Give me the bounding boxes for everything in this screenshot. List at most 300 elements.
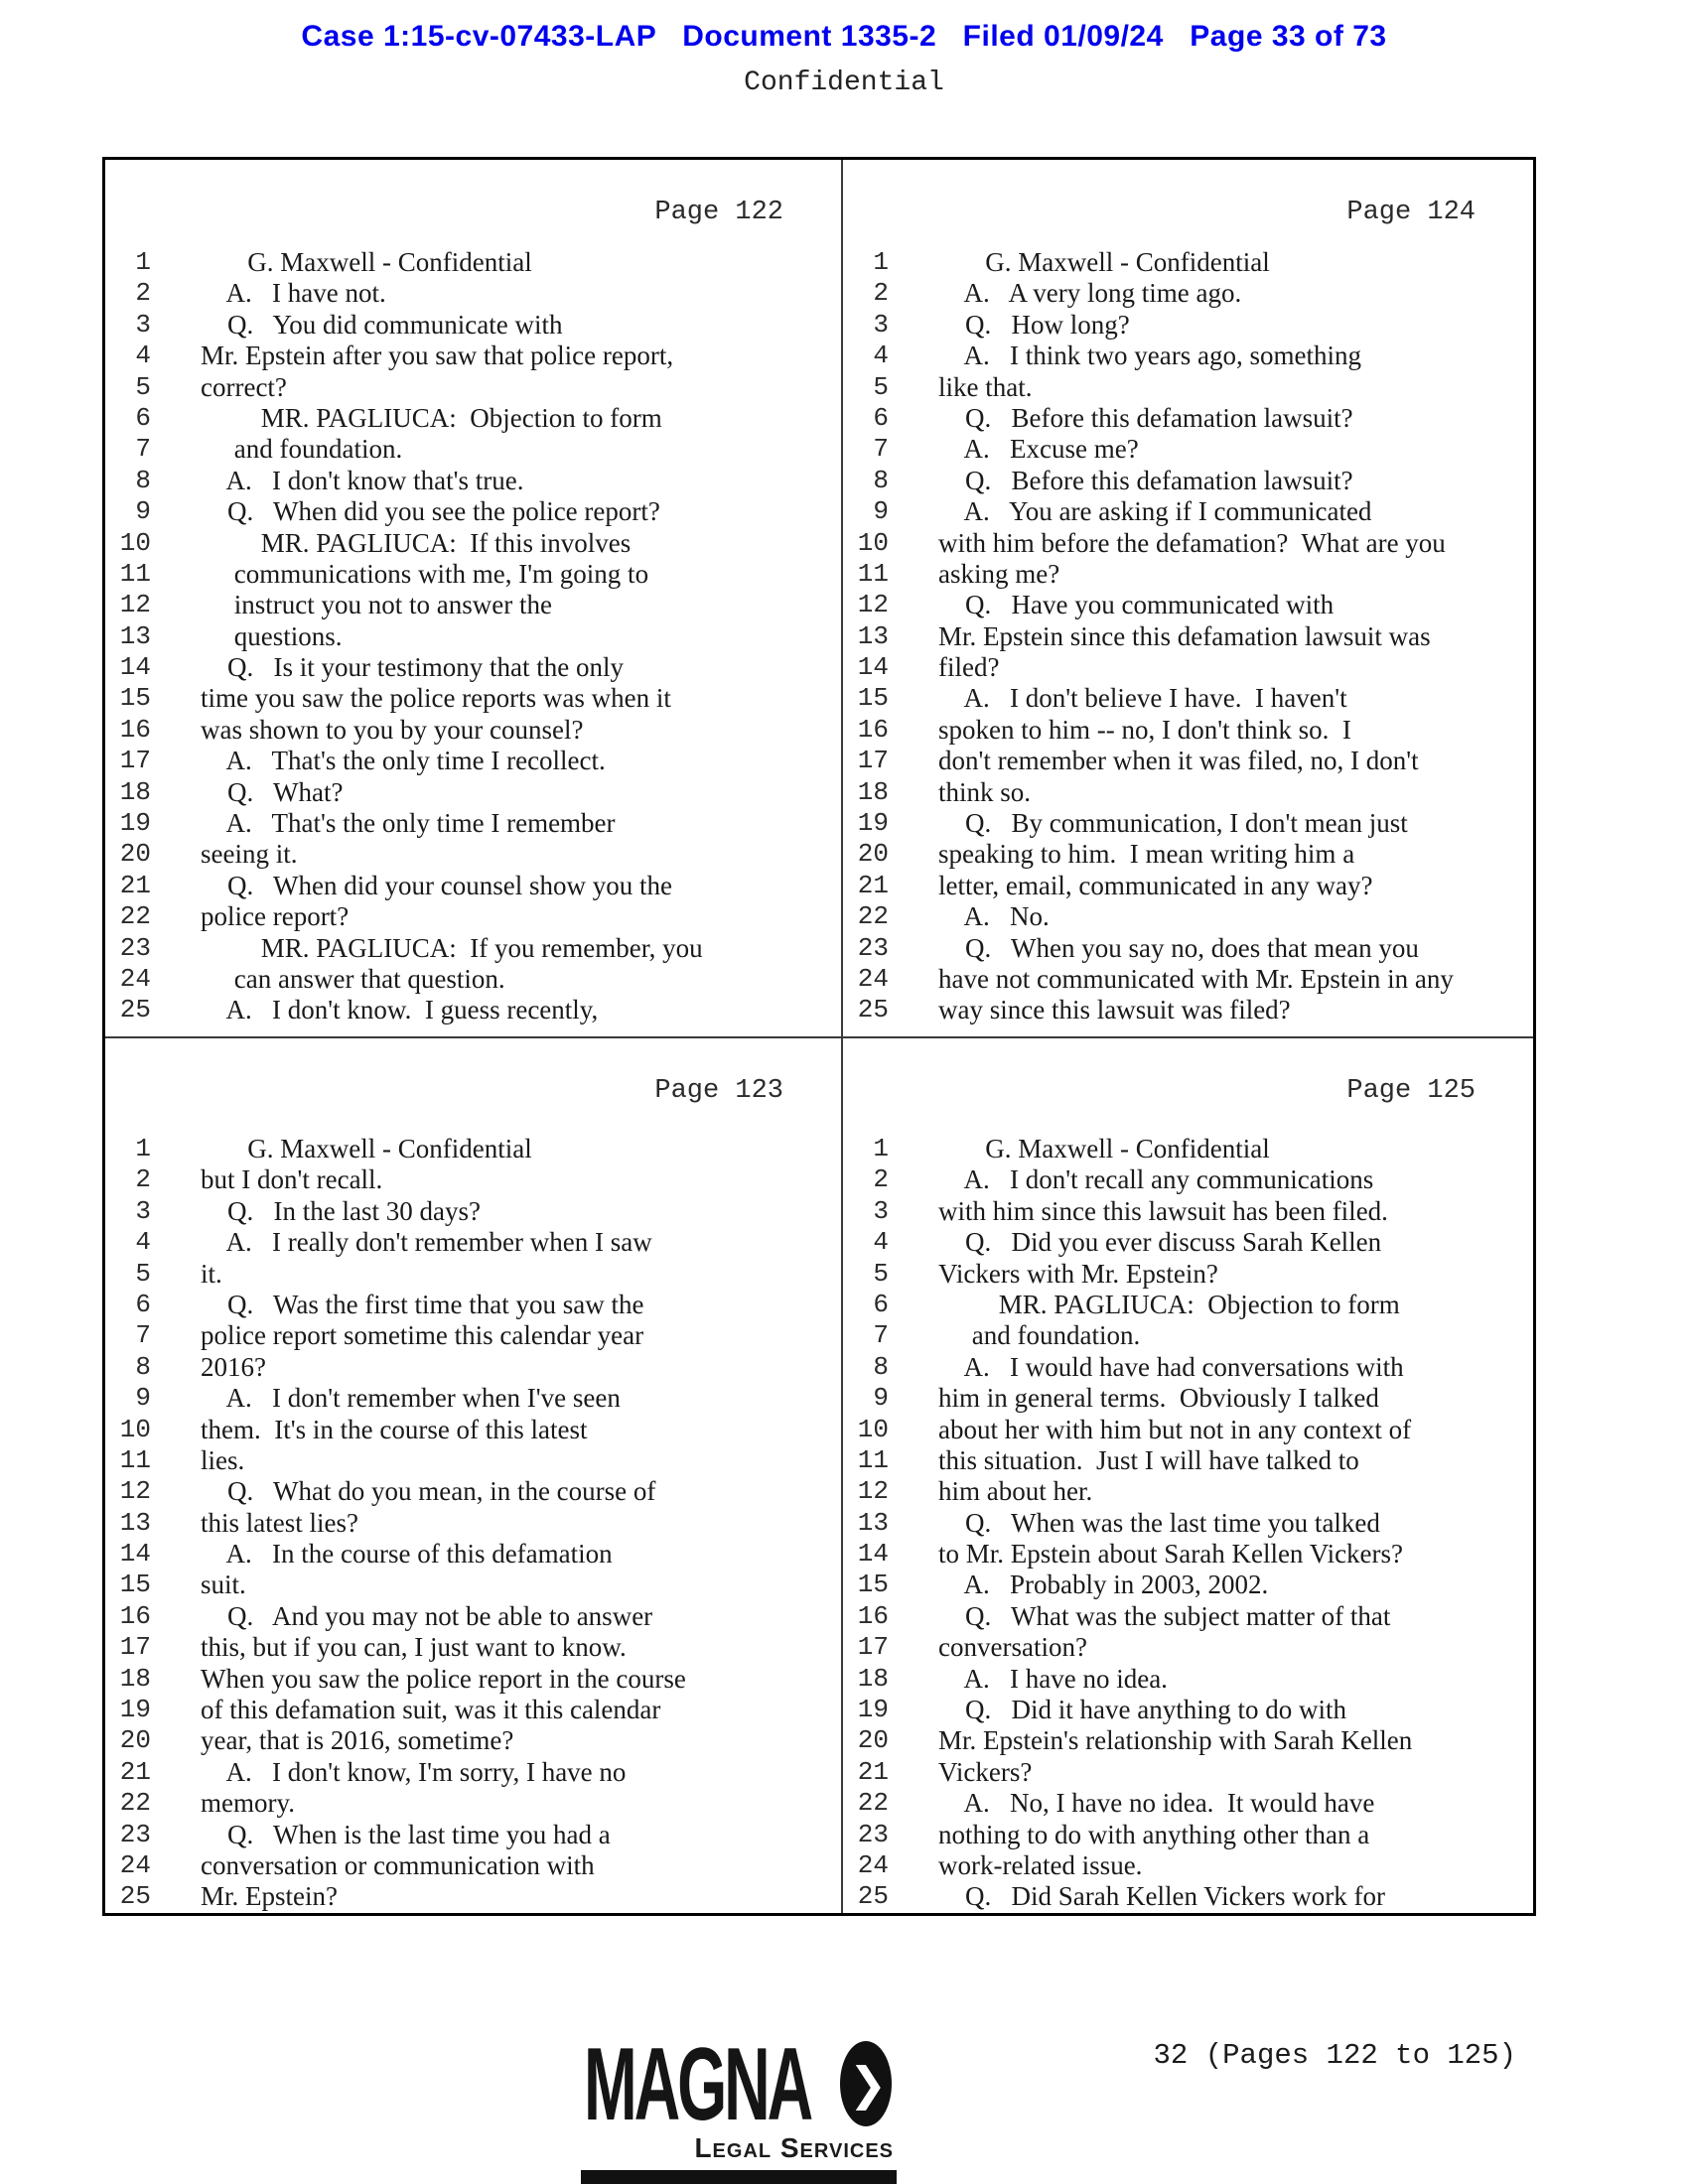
transcript-line <box>111 1227 837 1258</box>
line-text: can answer that question. <box>201 963 505 994</box>
line-number: 8 <box>873 465 889 495</box>
line-number: 18 <box>119 776 151 807</box>
line-number: 2 <box>135 1164 151 1195</box>
line-number: 23 <box>857 932 889 963</box>
line-number: 22 <box>857 1788 889 1819</box>
line-text: Q. And you may not be able to answer <box>201 1600 653 1631</box>
line-text: them. It's in the course of this latest <box>201 1414 588 1444</box>
line-number: 9 <box>135 1383 151 1414</box>
transcript-line <box>111 1445 837 1476</box>
transcript-line <box>111 933 837 964</box>
line-number: 18 <box>119 1663 151 1694</box>
line-number: 25 <box>119 995 151 1025</box>
transcript-line <box>111 1352 837 1383</box>
line-text: Q. What? <box>201 776 344 807</box>
transcript-line <box>111 964 837 995</box>
line-text: Q. What was the subject matter of that <box>938 1600 1391 1631</box>
line-text: of this defamation suit, was it this calendar <box>201 1695 661 1725</box>
transcript-line <box>111 1476 837 1507</box>
line-number: 7 <box>873 1320 889 1351</box>
transcript-line <box>111 496 837 527</box>
line-text: A. A very long time ago. <box>938 278 1242 309</box>
transcript-line <box>111 1383 837 1414</box>
line-number: 17 <box>119 746 151 776</box>
transcript-line <box>849 995 1529 1025</box>
line-number: 23 <box>119 1819 151 1849</box>
line-text: A. Probably in 2003, 2002. <box>938 1570 1269 1600</box>
transcript-line <box>849 808 1529 839</box>
line-number: 13 <box>119 620 151 651</box>
line-number: 17 <box>857 1632 889 1663</box>
transcript-line <box>849 652 1529 683</box>
transcript-line <box>111 1725 837 1756</box>
line-number: 10 <box>119 1414 151 1444</box>
line-text: this situation. Just I will have talked to <box>938 1444 1359 1475</box>
transcript-line <box>111 559 837 590</box>
line-number: 14 <box>857 1539 889 1570</box>
line-number: 24 <box>119 1849 151 1880</box>
line-number: 16 <box>119 714 151 745</box>
transcript-line <box>849 496 1529 527</box>
line-text: Q. You did communicate with <box>201 309 563 340</box>
transcript-line <box>111 746 837 776</box>
line-number: 6 <box>873 1289 889 1319</box>
line-text: A. I don't recall any communications <box>938 1164 1374 1195</box>
transcript-line <box>111 1788 837 1819</box>
transcript-line <box>111 1632 837 1663</box>
transcript-line <box>849 278 1529 309</box>
line-text: Q. Did you ever discuss Sarah Kellen <box>938 1227 1382 1258</box>
line-number: 24 <box>857 1849 889 1880</box>
line-text: Q. When you say no, does that mean you <box>938 932 1419 963</box>
line-number: 21 <box>119 870 151 900</box>
logo-bottom-bar <box>581 2170 897 2184</box>
line-number: 2 <box>135 278 151 309</box>
line-text: Q. Did it have anything to do with <box>938 1695 1346 1725</box>
line-number: 3 <box>873 309 889 340</box>
transcript-line <box>111 1290 837 1320</box>
line-text: about her with him but not in any context of <box>938 1414 1412 1444</box>
line-number: 17 <box>119 1632 151 1663</box>
line-number: 4 <box>873 1227 889 1258</box>
line-number: 10 <box>119 527 151 558</box>
footer-page-range: 32 (Pages 122 to 125) <box>1153 2039 1516 2072</box>
line-number: 21 <box>857 870 889 900</box>
transcript-line <box>849 559 1529 590</box>
line-number: 25 <box>857 1881 889 1912</box>
page-label: Page 123 <box>654 1076 783 1106</box>
transcript-line <box>849 621 1529 652</box>
line-number: 2 <box>873 278 889 309</box>
transcript-quadrant-page-123 <box>105 1038 843 1913</box>
transcript-lines <box>111 1134 837 1913</box>
line-number: 20 <box>857 1725 889 1756</box>
transcript-line <box>111 839 837 870</box>
line-number: 22 <box>119 1788 151 1819</box>
line-text: When you saw the police report in the course <box>201 1663 686 1694</box>
line-number: 8 <box>873 1351 889 1382</box>
line-text: lies. <box>201 1444 245 1475</box>
line-text: A. That's the only time I recollect. <box>201 746 606 776</box>
line-number: 18 <box>857 1663 889 1694</box>
line-text: A. I don't believe I have. I haven't <box>938 683 1347 714</box>
line-text: memory. <box>201 1788 295 1819</box>
line-number: 19 <box>857 808 889 839</box>
transcript-line <box>111 1134 837 1164</box>
line-number: 4 <box>135 1227 151 1258</box>
line-number: 14 <box>857 652 889 683</box>
line-number: 14 <box>119 652 151 683</box>
transcript-line <box>111 1881 837 1912</box>
transcript-line <box>849 777 1529 808</box>
transcript-line <box>111 683 837 714</box>
line-number: 24 <box>857 963 889 994</box>
transcript-line <box>849 1850 1529 1881</box>
line-text: it. <box>201 1258 222 1289</box>
transcript-line <box>849 466 1529 496</box>
transcript-line <box>111 652 837 683</box>
transcript-line <box>111 1508 837 1539</box>
line-text: MR. PAGLIUCA: If you remember, you <box>201 932 703 963</box>
line-text: Q. Have you communicated with <box>938 590 1335 620</box>
line-number: 23 <box>119 932 151 963</box>
line-text: G. Maxwell - Confidential <box>938 1134 1270 1163</box>
page-label: Page 125 <box>1346 1076 1476 1106</box>
line-text: MR. PAGLIUCA: Objection to form <box>938 1289 1400 1319</box>
line-number: 16 <box>857 1600 889 1631</box>
line-number: 13 <box>119 1507 151 1538</box>
line-number: 5 <box>135 371 151 402</box>
line-text: A. That's the only time I remember <box>201 808 616 839</box>
transcript-line <box>849 1259 1529 1290</box>
line-text: Q. Was the first time that you saw the <box>201 1289 644 1319</box>
transcript-line <box>111 372 837 403</box>
transcript-grid <box>102 157 1536 1916</box>
line-text: A. I don't remember when I've seen <box>201 1383 621 1414</box>
transcript-line <box>849 964 1529 995</box>
line-text: think so. <box>938 776 1032 807</box>
line-text: Vickers with Mr. Epstein? <box>938 1258 1218 1289</box>
page-label: Page 124 <box>1346 198 1476 227</box>
transcript-line <box>849 1820 1529 1850</box>
transcript-line <box>849 1757 1529 1788</box>
line-text: letter, email, communicated in any way? <box>938 870 1373 900</box>
line-number: 24 <box>119 963 151 994</box>
line-number: 16 <box>119 1600 151 1631</box>
line-text: instruct you not to answer the <box>201 590 552 620</box>
line-text: him in general terms. Obviously I talked <box>938 1383 1379 1414</box>
line-text: Q. When was the last time you talked <box>938 1507 1380 1538</box>
line-text: asking me? <box>938 558 1060 589</box>
line-number: 20 <box>857 839 889 870</box>
line-number: 3 <box>135 1195 151 1226</box>
transcript-line <box>849 372 1529 403</box>
transcript-line <box>111 715 837 746</box>
transcript-line <box>849 1445 1529 1476</box>
line-text: A. I don't know that's true. <box>201 465 524 495</box>
transcript-line <box>111 247 837 278</box>
line-text: this latest lies? <box>201 1507 358 1538</box>
line-text: Q. When did your counsel show you the <box>201 870 672 900</box>
line-number: 11 <box>119 1444 151 1475</box>
line-number: 25 <box>119 1881 151 1912</box>
transcript-line <box>849 590 1529 620</box>
transcript-line <box>111 1539 837 1570</box>
transcript-line <box>111 1570 837 1600</box>
line-text: A. No, I have no idea. It would have <box>938 1788 1375 1819</box>
line-text: nothing to do with anything other than a <box>938 1819 1370 1849</box>
transcript-line <box>111 777 837 808</box>
line-text: Q. How long? <box>938 309 1130 340</box>
line-number: 12 <box>119 1476 151 1507</box>
line-text: have not communicated with Mr. Epstein in any <box>938 963 1454 994</box>
line-number: 9 <box>873 496 889 527</box>
line-text: 2016? <box>201 1351 266 1382</box>
line-number: 1 <box>873 1134 889 1163</box>
line-number: 15 <box>857 683 889 714</box>
transcript-line <box>849 1227 1529 1258</box>
transcript-line <box>849 528 1529 559</box>
line-text: A. In the course of this defamation <box>201 1539 613 1570</box>
line-text: seeing it. <box>201 839 298 870</box>
line-number: 12 <box>857 590 889 620</box>
line-text: Q. In the last 30 days? <box>201 1195 481 1226</box>
transcript-line <box>849 933 1529 964</box>
transcript-line <box>849 1290 1529 1320</box>
line-text: A. I have no idea. <box>938 1663 1168 1694</box>
transcript-line <box>111 871 837 901</box>
line-number: 11 <box>857 558 889 589</box>
line-number: 16 <box>857 714 889 745</box>
transcript-line <box>849 1881 1529 1912</box>
transcript-line <box>849 1134 1529 1164</box>
line-number: 4 <box>873 341 889 371</box>
transcript-line <box>111 1164 837 1195</box>
transcript-line <box>849 1320 1529 1351</box>
line-text: correct? <box>201 371 287 402</box>
transcript-line <box>111 995 837 1025</box>
line-number: 9 <box>135 496 151 527</box>
line-text: Mr. Epstein? <box>201 1881 338 1912</box>
line-number: 1 <box>873 247 889 277</box>
transcript-line <box>111 808 837 839</box>
transcript-line <box>849 1415 1529 1445</box>
line-text: Q. Did Sarah Kellen Vickers work for <box>938 1881 1386 1912</box>
line-number: 14 <box>119 1539 151 1570</box>
line-text: G. Maxwell - Confidential <box>938 247 1270 277</box>
transcript-quadrant-page-125 <box>843 1038 1533 1913</box>
line-number: 20 <box>119 839 151 870</box>
transcript-line <box>111 466 837 496</box>
line-text: year, that is 2016, sometime? <box>201 1725 514 1756</box>
line-text: way since this lawsuit was filed? <box>938 995 1291 1025</box>
transcript-line <box>849 1196 1529 1227</box>
line-number: 10 <box>857 527 889 558</box>
line-text: don't remember when it was filed, no, I don't <box>938 746 1419 776</box>
line-text: A. No. <box>938 901 1050 932</box>
line-number: 3 <box>135 309 151 340</box>
line-number: 9 <box>873 1383 889 1414</box>
transcript-line <box>849 1664 1529 1695</box>
line-text: him about her. <box>938 1476 1093 1507</box>
transcript-line <box>849 1695 1529 1725</box>
line-number: 1 <box>135 1134 151 1163</box>
line-text: A. Excuse me? <box>938 434 1139 465</box>
transcript-line <box>111 1196 837 1227</box>
line-text: filed? <box>938 652 1000 683</box>
line-text: police report? <box>201 901 350 932</box>
line-number: 5 <box>135 1258 151 1289</box>
line-text: Q. When is the last time you had a <box>201 1819 611 1849</box>
line-text: Q. By communication, I don't mean just <box>938 808 1408 839</box>
line-number: 8 <box>135 465 151 495</box>
transcript-line <box>849 871 1529 901</box>
line-number: 7 <box>135 434 151 465</box>
line-text: MR. PAGLIUCA: If this involves <box>201 527 632 558</box>
line-text: was shown to you by your counsel? <box>201 714 584 745</box>
line-text: like that. <box>938 371 1033 402</box>
transcript-line <box>849 901 1529 932</box>
line-text: Mr. Epstein since this defamation lawsuit was <box>938 620 1431 651</box>
page-label: Page 122 <box>654 198 783 227</box>
line-number: 10 <box>857 1414 889 1444</box>
transcript-line <box>849 341 1529 371</box>
transcript-line <box>849 746 1529 776</box>
transcript-line <box>849 403 1529 434</box>
transcript-line <box>111 528 837 559</box>
line-number: 1 <box>135 247 151 277</box>
line-text: A. I don't know. I guess recently, <box>201 995 599 1025</box>
line-number: 22 <box>119 901 151 932</box>
case-caption-header: Case 1:15-cv-07433-LAP Document 1335-2 Filed 01/09/24 Page 33 of 73 <box>301 20 1387 53</box>
line-number: 15 <box>857 1570 889 1600</box>
line-text: this, but if you can, I just want to know. <box>201 1632 627 1663</box>
line-text: Q. Before this defamation lawsuit? <box>938 465 1353 495</box>
line-number: 8 <box>135 1351 151 1382</box>
line-number: 6 <box>135 402 151 433</box>
line-number: 25 <box>857 995 889 1025</box>
line-number: 22 <box>857 901 889 932</box>
line-text: A. I really don't remember when I saw <box>201 1227 652 1258</box>
line-text: G. Maxwell - Confidential <box>201 1134 532 1163</box>
line-number: 23 <box>857 1819 889 1849</box>
transcript-line <box>849 310 1529 341</box>
line-text: A. I have not. <box>201 278 386 309</box>
line-number: 5 <box>873 371 889 402</box>
transcript-line <box>111 1320 837 1351</box>
magna-logo-arrow-icon <box>840 2041 892 2126</box>
transcript-line <box>849 839 1529 870</box>
transcript-line <box>111 901 837 932</box>
transcript-line <box>849 715 1529 746</box>
line-text: with him before the defamation? What are you <box>938 527 1446 558</box>
line-number: 5 <box>873 1258 889 1289</box>
transcript-line <box>849 1352 1529 1383</box>
line-number: 21 <box>119 1756 151 1787</box>
magna-logo-subtext: Legal Services <box>694 2132 894 2163</box>
transcript-lines <box>849 247 1529 1026</box>
transcript-lines <box>849 1134 1529 1913</box>
line-number: 15 <box>119 1570 151 1600</box>
line-number: 20 <box>119 1725 151 1756</box>
line-number: 19 <box>119 808 151 839</box>
transcript-line <box>111 1757 837 1788</box>
transcript-quadrant-page-124 <box>843 160 1533 1038</box>
line-number: 19 <box>857 1695 889 1725</box>
transcript-line <box>111 590 837 620</box>
line-number: 6 <box>873 402 889 433</box>
line-text: Vickers? <box>938 1756 1033 1787</box>
transcript-line <box>849 1476 1529 1507</box>
line-number: 12 <box>857 1476 889 1507</box>
transcript-line <box>111 1415 837 1445</box>
line-number: 19 <box>119 1695 151 1725</box>
line-number: 2 <box>873 1164 889 1195</box>
line-number: 13 <box>857 620 889 651</box>
line-number: 18 <box>857 776 889 807</box>
line-text: spoken to him -- no, I don't think so. I <box>938 714 1351 745</box>
line-text: but I don't recall. <box>201 1164 383 1195</box>
confidentiality-label: Confidential <box>744 68 944 98</box>
transcript-line <box>111 341 837 371</box>
line-text: Mr. Epstein's relationship with Sarah Kellen <box>938 1725 1413 1756</box>
line-text: suit. <box>201 1570 246 1600</box>
line-text: and foundation. <box>201 434 403 465</box>
line-text: time you saw the police reports was when it <box>201 683 671 714</box>
transcript-line <box>111 1259 837 1290</box>
transcript-line <box>849 1788 1529 1819</box>
line-number: 3 <box>873 1195 889 1226</box>
line-text: work-related issue. <box>938 1849 1143 1880</box>
transcript-line <box>111 278 837 309</box>
line-text: Mr. Epstein after you saw that police report, <box>201 341 674 371</box>
line-number: 4 <box>135 341 151 371</box>
transcript-line <box>849 434 1529 465</box>
line-text: speaking to him. I mean writing him a <box>938 839 1355 870</box>
transcript-line <box>849 1725 1529 1756</box>
transcript-line <box>849 1570 1529 1600</box>
line-text: Q. Before this defamation lawsuit? <box>938 402 1353 433</box>
transcript-line <box>111 310 837 341</box>
transcript-line <box>111 403 837 434</box>
line-number: 15 <box>119 683 151 714</box>
transcript-line <box>111 434 837 465</box>
transcript-line <box>111 621 837 652</box>
transcript-line <box>111 1664 837 1695</box>
transcript-line <box>111 1601 837 1632</box>
line-text: MR. PAGLIUCA: Objection to form <box>201 402 662 433</box>
line-text: police report sometime this calendar year <box>201 1320 644 1351</box>
line-text: G. Maxwell - Confidential <box>201 247 532 277</box>
line-number: 11 <box>119 558 151 589</box>
transcript-line <box>849 247 1529 278</box>
line-text: with him since this lawsuit has been filed. <box>938 1195 1388 1226</box>
line-text: A. I would have had conversations with <box>938 1351 1404 1382</box>
transcript-line <box>111 1695 837 1725</box>
line-text: A. You are asking if I communicated <box>938 496 1372 527</box>
line-number: 17 <box>857 746 889 776</box>
line-text: questions. <box>201 620 343 651</box>
line-number: 6 <box>135 1289 151 1319</box>
transcript-quadrant-page-122 <box>105 160 843 1038</box>
line-text: conversation or communication with <box>201 1849 595 1880</box>
line-text: A. I don't know, I'm sorry, I have no <box>201 1756 627 1787</box>
line-number: 13 <box>857 1507 889 1538</box>
transcript-line <box>849 1383 1529 1414</box>
line-number: 7 <box>135 1320 151 1351</box>
transcript-line <box>849 1632 1529 1663</box>
line-number: 21 <box>857 1756 889 1787</box>
